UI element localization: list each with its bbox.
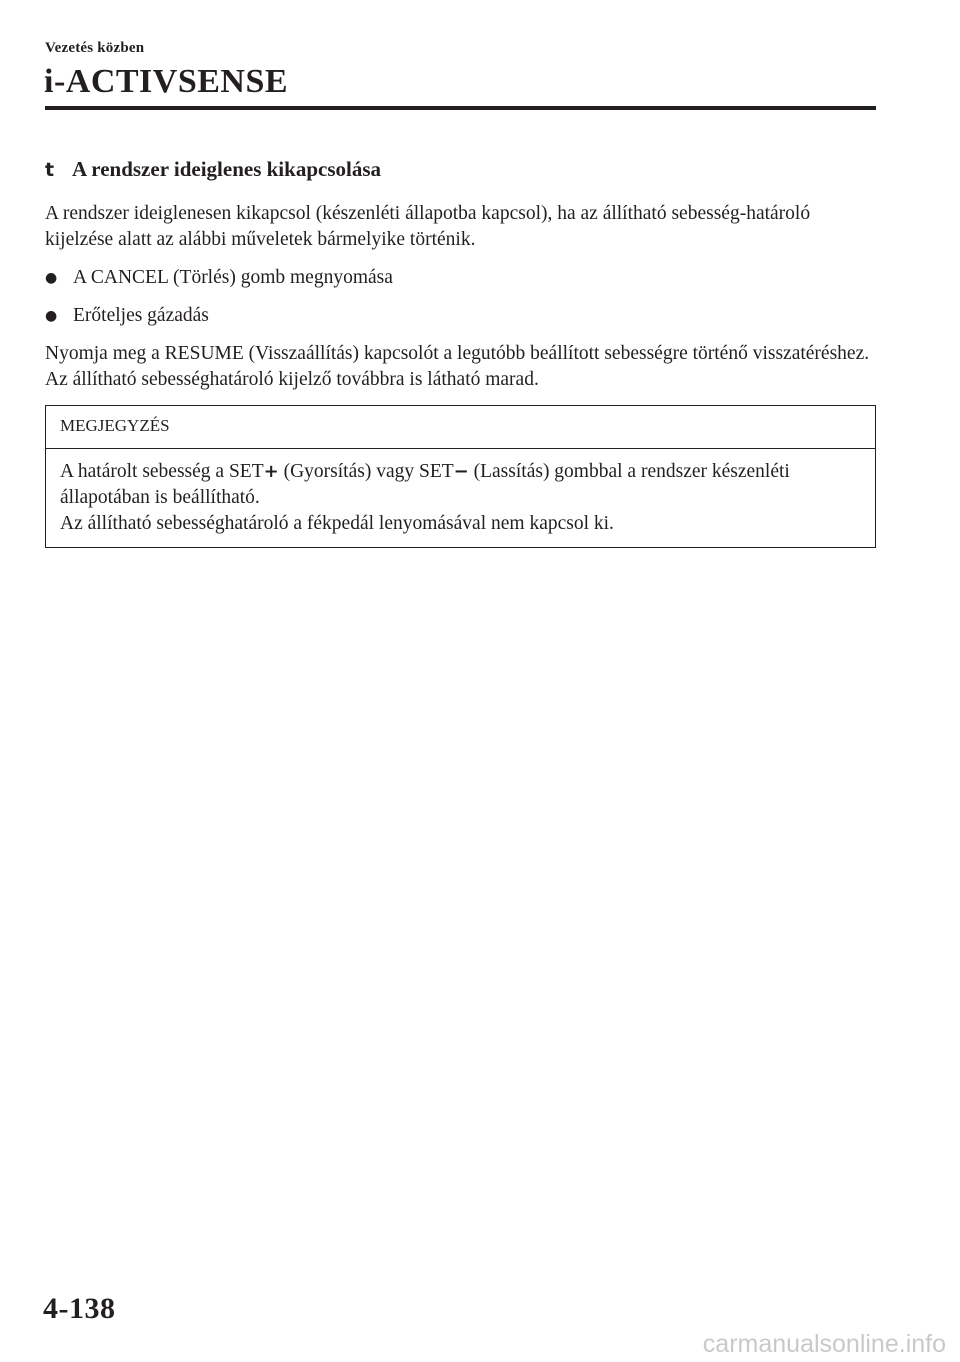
bullet-list bbox=[45, 265, 876, 329]
list-item bbox=[45, 265, 876, 291]
list-item-text: Erőteljes gázadás bbox=[73, 305, 209, 326]
section-heading-text: A rendszer ideiglenes kikapcsolása bbox=[72, 157, 382, 181]
bullet-icon: ● bbox=[45, 270, 58, 286]
resume-paragraph: Nyomja meg a RESUME (Visszaállítás) kapcsolót a legutóbb beállított sebességre történő visszatéréshez. Az állítható sebességhatároló kijelző továbbra is látható marad. bbox=[45, 343, 870, 390]
note-body bbox=[46, 449, 875, 547]
section-heading bbox=[45, 152, 876, 187]
header-rule bbox=[45, 106, 876, 110]
page-title: i-ACTIVSENSE bbox=[44, 63, 289, 100]
watermark: carmanualsonline.info bbox=[702, 1330, 946, 1358]
minus-icon: − bbox=[453, 461, 469, 482]
list-item bbox=[45, 303, 876, 329]
page-number: 4-138 bbox=[43, 1292, 116, 1325]
note-line-1: A határolt sebesség a SET+ (Gyorsítás) vagy SET− (Lassítás) gombbal a rendszer készenléti állapotában is beállítható. bbox=[60, 461, 790, 508]
bullet-icon: ● bbox=[45, 308, 58, 324]
chapter-label: Vezetés közben bbox=[45, 40, 145, 56]
note-line-2: Az állítható sebességhatároló a fékpedál lenyomásával nem kapcsol ki. bbox=[60, 513, 614, 534]
plus-icon: + bbox=[263, 461, 279, 482]
note-label: MEGJEGYZÉS bbox=[46, 406, 875, 449]
list-item-text: A CANCEL (Törlés) gomb megnyomása bbox=[73, 267, 393, 288]
main-content bbox=[45, 152, 876, 548]
section-marker-icon: t bbox=[45, 159, 55, 181]
intro-paragraph: A rendszer ideiglenesen kikapcsol (készenléti állapotba kapcsol), ha az állítható sebesség-határoló kijelzése alatt az alábbi műveletek bármelyike történik. bbox=[45, 203, 811, 250]
note-box bbox=[45, 405, 876, 548]
